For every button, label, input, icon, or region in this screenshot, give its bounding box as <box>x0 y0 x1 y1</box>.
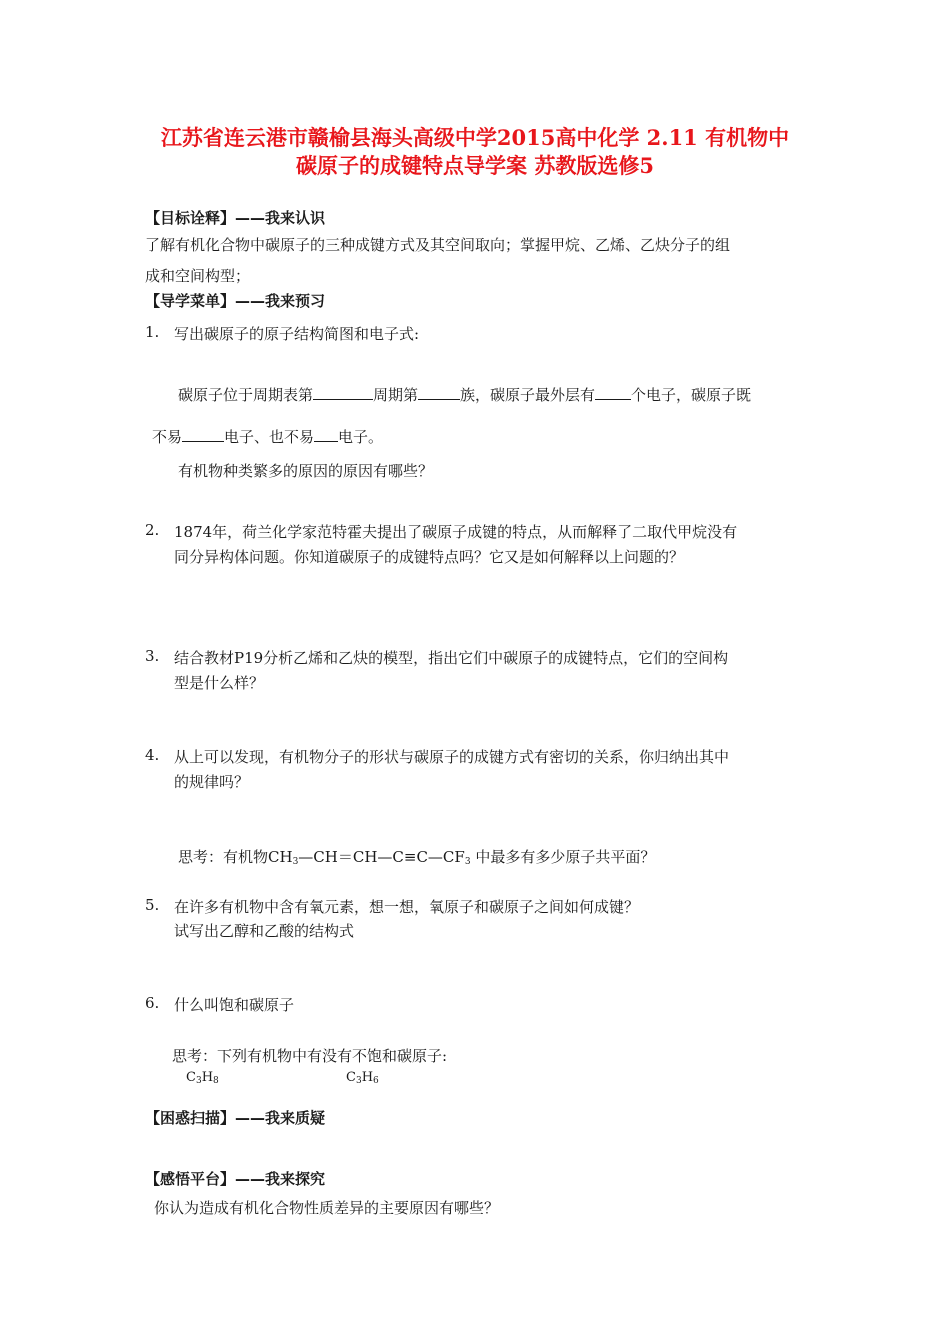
q2-line2: 同分异构体问题。你知道碳原子的成键特点吗？它又是如何解释以上问题的？ <box>174 548 685 566</box>
subscript: 3 <box>464 857 471 867</box>
subscript: 8 <box>213 1076 219 1086</box>
q4-line1: 从上可以发现，有机物分子的形状与碳原子的成键方式有密切的关系，你归纳出其中 <box>174 748 730 766</box>
q1-fill-text: 不易 <box>152 428 183 446</box>
q4-number: 4. <box>145 746 160 764</box>
q3-line2: 型是什么样？ <box>174 674 265 692</box>
q1-text: 写出碳原子的原子结构简图和电子式: <box>174 325 420 343</box>
insight-question: 你认为造成有机化合物性质差异的主要原因有哪些？ <box>154 1199 500 1217</box>
q1-fill-text: 族，碳原子最外层有 <box>460 386 596 404</box>
q2-number: 2. <box>145 521 160 539</box>
formula-part: H <box>201 1070 214 1085</box>
q6-text: 什么叫饱和碳原子 <box>174 996 295 1014</box>
subscript: 3 <box>355 1076 362 1086</box>
answer-blank[interactable] <box>182 427 224 442</box>
q4-line2: 的规律吗？ <box>174 773 250 791</box>
answer-blank[interactable] <box>595 385 631 400</box>
q1-fill-text: 碳原子位于周期表第 <box>178 386 314 404</box>
section-insight-heading: 【感悟平台】——我来探究 <box>145 1170 326 1188</box>
q5-number: 5. <box>145 896 160 914</box>
think2-question: 思考：下列有机物中有没有不饱和碳原子: <box>172 1047 448 1065</box>
q1-fill-text: 个电子，碳原子既 <box>631 386 752 404</box>
q3-number: 3. <box>145 647 160 665</box>
section-goal-heading: 【目标诠释】——我来认识 <box>145 209 326 227</box>
section-doubt-heading: 【困惑扫描】——我来质疑 <box>145 1109 326 1127</box>
formula-part: H <box>361 1070 374 1085</box>
q1-number: 1. <box>145 323 160 341</box>
q1-fill-text: 电子、也不易 <box>224 428 315 446</box>
answer-blank[interactable] <box>418 385 460 400</box>
doc-title-line1: 江苏省连云港市赣榆县海头高级中学2015高中化学 2.11 有机物中 <box>160 125 790 150</box>
subscript: 3 <box>292 857 299 867</box>
doc-title-line2: 碳原子的成键特点导学案 苏教版选修5 <box>296 153 654 178</box>
q1-fill-text: 电子。 <box>338 428 384 446</box>
q1-reason-question: 有机物种类繁多的原因的原因有哪些？ <box>178 462 434 480</box>
think1-question <box>178 846 655 867</box>
think1-formula: —CH＝CH—C≡C—CF <box>298 848 465 866</box>
formula-propane <box>186 1070 219 1086</box>
q6-number: 6. <box>145 994 160 1012</box>
formula-part: C <box>346 1070 356 1085</box>
q2-line1: 1874年，荷兰化学家范特霍夫提出了碳原子成键的特点，从而解释了二取代甲烷没有 <box>174 523 738 541</box>
q5-line1: 在许多有机物中含有氧元素，想一想，氧原子和碳原子之间如何成键？ <box>174 898 640 916</box>
goal-text-line2: 成和空间构型； <box>145 267 251 285</box>
answer-blank[interactable] <box>314 427 338 442</box>
think1-prefix: 思考：有机物CH <box>178 848 293 866</box>
subscript: 6 <box>373 1076 379 1086</box>
goal-text-line1: 了解有机化合物中碳原子的三种成键方式及其空间取向；掌握甲烷、乙烯、乙炔分子的组 <box>145 236 731 254</box>
q1-fill-text: 周期第 <box>373 386 419 404</box>
q1-fill-line2 <box>152 426 383 447</box>
subscript: 3 <box>195 1076 202 1086</box>
answer-blank[interactable] <box>313 385 373 400</box>
q5-line2: 试写出乙醇和乙酸的结构式 <box>174 922 355 940</box>
q3-line1: 结合教材P19分析乙烯和乙炔的模型，指出它们中碳原子的成键特点，它们的空间构 <box>174 649 729 667</box>
formula-propene <box>346 1070 379 1086</box>
section-guide-heading: 【导学菜单】——我来预习 <box>145 292 326 310</box>
think1-suffix: 中最多有多少原子共平面？ <box>470 848 656 866</box>
q1-fill-line1 <box>178 384 751 405</box>
formula-part: C <box>186 1070 196 1085</box>
